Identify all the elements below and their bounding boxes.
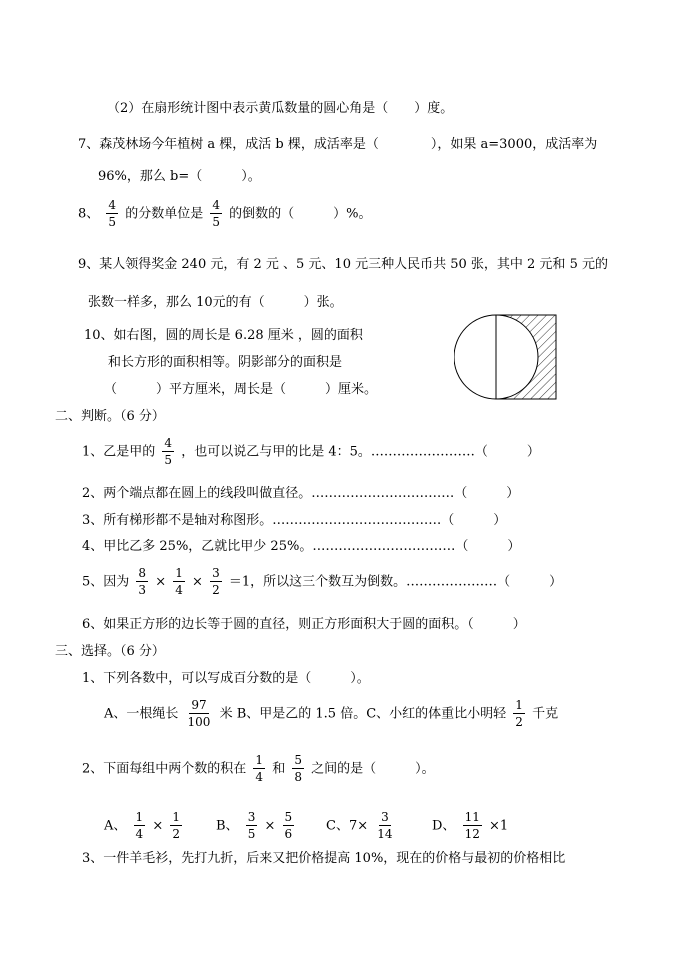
judge-5-fraction-a [136,566,148,598]
option-label: C、7× [326,818,369,834]
q8 [78,198,372,230]
choice-2-range-high [292,753,304,785]
fraction-denominator: 100 [187,715,211,730]
choice-1-option-a-suffix: 米 B、甲是乙的 1.5 倍。C、小红的体重比小明轻 [219,706,507,722]
q9-line2: 张数一样多，那么 10元的有（ ）张。 [88,295,343,310]
judge-2: 2、两个端点都在圆上的线段叫做直径。……………………………（ ） [82,486,520,501]
section-3-heading: 三、选择。（6 分） [55,644,165,659]
choice-2-option-a [104,810,185,842]
judge-5-suffix: ＝1，所以这三个数互为倒数。…………………（ ） [228,574,563,590]
multiply-sign: × [152,818,164,834]
choice-2-range-low [253,753,265,785]
fraction-numerator: 1 [170,810,182,826]
fraction-numerator: 5 [283,810,295,826]
fraction-denominator: 6 [284,827,293,842]
judge-1-fraction [162,436,174,468]
choice-2-prefix: 2、下面每组中两个数的积在 [82,761,247,777]
judge-6: 6、如果正方形的边长等于圆的直径，则正方形面积大于圆的面积。（ ） [82,617,526,632]
fraction-numerator: 4 [162,436,174,452]
multiply-sign: × [264,818,276,834]
fraction-numerator: 11 [463,810,482,826]
q10-line2: 和长方形的面积相等。阴影部分的面积是 [108,355,343,370]
q8-fraction-2 [210,198,222,230]
fraction-numerator: 8 [136,566,148,582]
option-label: B、 [216,818,239,834]
choice-2-and: 和 [272,761,286,777]
q10-line3: （ ）平方厘米，周长是（ ）厘米。 [104,382,378,397]
option-fraction [170,810,182,842]
option-fraction [283,810,295,842]
judge-3: 3、所有梯形都不是轴对称图形。…………………………………（ ） [82,513,507,528]
judge-5 [82,566,562,598]
q8-prefix: 8、 [78,206,100,222]
choice-1-question: 1、下列各数中，可以写成百分数的是（ ）。 [82,671,370,686]
option-fraction [375,810,394,842]
choice-1-option-a-fraction [186,698,213,730]
judge-1-suffix: ，也可以说乙与甲的比是 4：5。……………………（ ） [181,444,540,460]
fraction-numerator: 3 [246,810,258,826]
fraction-numerator: 3 [379,810,391,826]
judge-5-fraction-b [173,566,185,598]
circle-rectangle-figure [454,314,560,400]
choice-3-question: 3、一件羊毛衫，先打九折，后来又把价格提高 10%，现在的价格与最初的价格相比 [82,851,566,866]
multiply-sign: × [155,574,167,590]
fraction-denominator: 14 [377,827,393,842]
fraction-denominator: 4 [175,583,183,598]
q8-suffix: 的倒数的（ ）%。 [229,206,372,222]
choice-1-option-c-suffix: 千克 [532,706,559,722]
fraction-numerator: 1 [134,810,146,826]
q7-line2: 96%，那么 b=（ ）。 [98,169,261,184]
choice-2-question [82,753,435,785]
fraction-denominator: 2 [212,583,220,598]
fraction-numerator: 1 [173,566,185,582]
fraction-denominator: 4 [135,827,144,842]
fraction-numerator: 1 [253,753,265,769]
fraction-denominator: 5 [108,215,117,230]
fraction-denominator: 8 [294,770,302,785]
judge-4: 4、甲比乙多 25%，乙就比甲少 25%。……………………………（ ） [82,539,521,554]
q8-middle: 的分数单位是 [125,206,204,222]
multiply-one: ×1 [489,818,509,834]
q9-line1: 9、某人领得奖金 240 元，有 2 元 、5 元、10 元三种人民币共 50 张，其中 2 元和 5 元的 [78,257,608,272]
fraction-denominator: 4 [255,770,264,785]
fraction-numerator: 4 [106,198,118,214]
option-fraction [246,810,258,842]
choice-1-option-c-fraction [513,698,525,730]
fraction-numerator: 4 [210,198,222,214]
fraction-denominator: 5 [164,453,173,468]
judge-1 [82,436,540,468]
section-2-heading: 二、判断。（6 分） [55,409,165,424]
fraction-denominator: 3 [138,583,147,598]
choice-2-option-d [432,810,508,842]
fraction-denominator: 2 [515,715,523,730]
option-label: D、 [432,818,456,834]
choice-1-option-a-prefix: A、一根绳长 [104,706,179,722]
fraction-numerator: 1 [513,698,525,714]
q8-fraction-1 [106,198,118,230]
fraction-numerator: 97 [189,698,208,714]
fraction-numerator: 5 [292,753,304,769]
option-label: A、 [104,818,127,834]
choice-1-options [104,698,558,730]
choice-2-option-c [326,810,398,842]
choice-2-option-b [216,810,297,842]
fraction-denominator: 2 [172,827,180,842]
choice-2-suffix: 之间的是（ ）。 [311,761,435,777]
q10-line1: 10、如右图，圆的周长是 6.28 厘米 ，圆的面积 [84,328,363,343]
fraction-denominator: 5 [247,827,256,842]
judge-5-fraction-c [210,566,222,598]
fraction-numerator: 3 [210,566,222,582]
fraction-denominator: 12 [464,827,480,842]
multiply-sign: × [192,574,203,590]
judge-5-prefix: 5、因为 [82,574,130,590]
fraction-denominator: 5 [212,215,220,230]
q6-sub2-text: （2）在扇形统计图中表示黄瓜数量的圆心角是（ ）度。 [107,101,454,116]
option-fraction [463,810,482,842]
judge-1-prefix: 1、乙是甲的 [82,444,156,460]
option-fraction [134,810,146,842]
q7-line1: 7、森茂林场今年植树 a 棵，成活 b 棵，成活率是（ ），如果 a=3000，成活率为 [78,137,598,152]
